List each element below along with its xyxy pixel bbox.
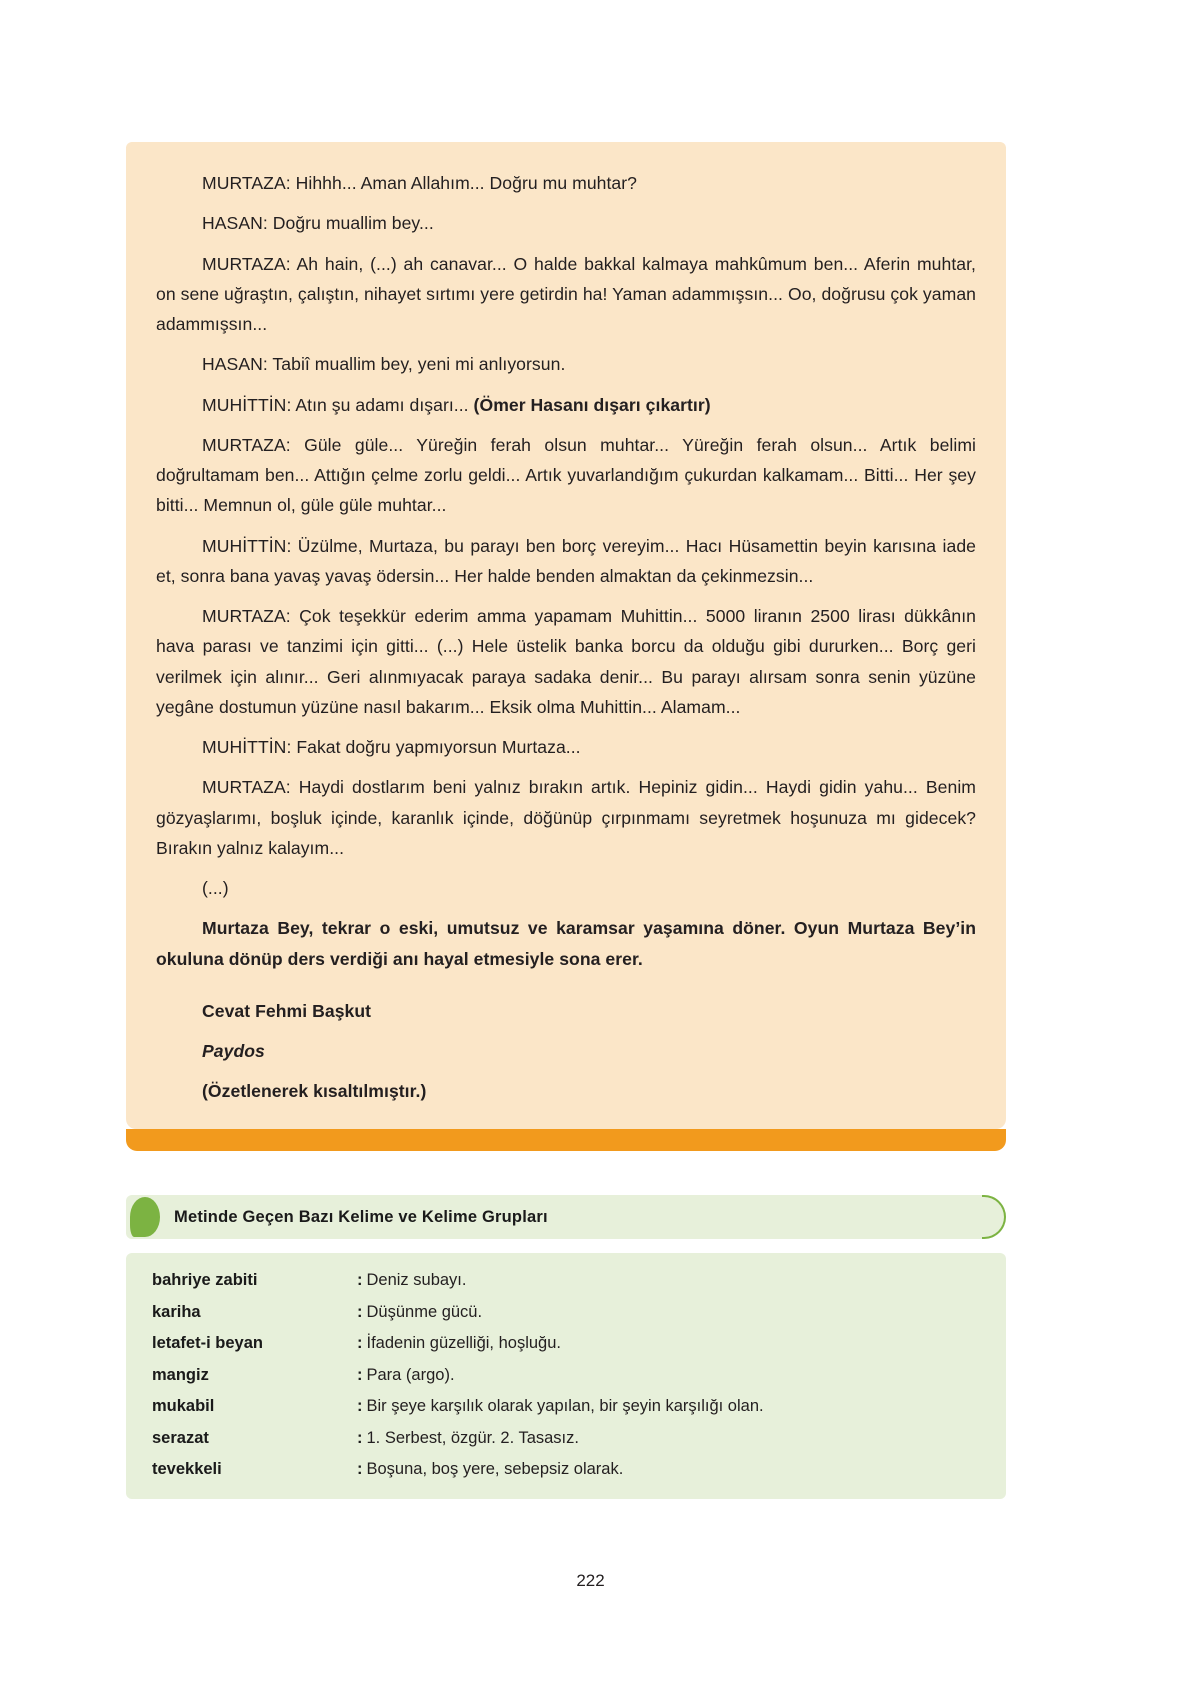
vocab-term: serazat <box>152 1428 209 1447</box>
vocab-colon: : <box>357 1460 363 1478</box>
dialogue-text: MURTAZA: Güle güle... Yüreğin ferah olsun muhtar... Yüreğin ferah olsun... Artık belimi doğrultamam ben... Attığın çelme zorlu geldi... Artık yuvarlandığım çukurdan kalkamam... Bitti... Her şey bitti... Memnun ol, güle güle muhtar... <box>156 434 976 516</box>
abridged-note: (Özetlenerek kısaltılmıştır.) <box>202 1081 427 1102</box>
vocab-definition: İfadenin güzelliği, hoşluğu. <box>366 1334 561 1352</box>
vocab-row <box>152 1271 980 1290</box>
closing-stage-note: Murtaza Bey, tekrar o eski, umutsuz ve karamsar yaşamına döner. Oyun Murtaza Bey’in okuluna dönüp ders verdiği anı hayal etmesiyle sona erer. <box>156 918 976 969</box>
dialogue-text: MUHİTTİN: Üzülme, Murtaza, bu parayı ben borç vereyim... Hacı Hüsamettin beyin karısına iade et, sonra bana yavaş yavaş ödersin... Her halde benden almaktan da çekinmezsin... <box>156 535 976 586</box>
vocab-definition: Bir şeye karşılık olarak yapılan, bir şeyin karşılığı olan. <box>366 1397 764 1415</box>
dialogue-line <box>156 601 976 722</box>
vocab-colon: : <box>357 1302 363 1321</box>
vocab-row <box>152 1460 980 1479</box>
vocab-row <box>152 1303 980 1322</box>
panel-bottom-bar <box>126 1129 1006 1151</box>
vocab-term: mangiz <box>152 1365 209 1384</box>
vocab-colon: : <box>357 1428 363 1447</box>
vocab-row <box>152 1397 980 1416</box>
dialogue-text: HASAN: Doğru muallim bey... <box>202 213 434 234</box>
dialogue-line <box>156 531 976 592</box>
dialogue-line <box>156 208 976 238</box>
dialogue-text: MURTAZA: Çok teşekkür ederim amma yapamam Muhittin... 5000 liranın 2500 lirası dükkânın hava parası ve tanzimi için gitti... (...) Hele üstelik banka borcu da olduğu gibi dururken... Borç geri verilmek için alınır... Geri alınmıyacak paraya sadaka denir... Bu parayı alırsam sonra senin yüzüne yegâne dostumun yüzüne nasıl bakarım... Eksik olma Muhittin... Alamam... <box>156 606 976 717</box>
vocab-definition: Boşuna, boş yere, sebepsiz olarak. <box>366 1460 624 1478</box>
vocab-term: letafet-i beyan <box>152 1334 263 1352</box>
dialogue-text: (...) <box>202 878 229 898</box>
vocab-section-title: Metinde Geçen Bazı Kelime ve Kelime Grupları <box>174 1207 548 1226</box>
vocab-definition: Deniz subayı. <box>366 1271 467 1289</box>
dialogue-text: MURTAZA: Hihhh... Aman Allahım... Doğru mu muhtar? <box>202 173 638 193</box>
vocab-row <box>152 1366 980 1385</box>
vocab-colon: : <box>357 1397 363 1415</box>
leaf-icon <box>130 1197 160 1237</box>
vocab-term: mukabil <box>152 1397 215 1415</box>
vocab-term: kariha <box>152 1302 201 1321</box>
vocab-term: tevekkeli <box>152 1460 222 1478</box>
vocab-row <box>152 1429 980 1448</box>
vocab-term: bahriye zabiti <box>152 1271 258 1289</box>
dialogue-line <box>156 349 976 379</box>
author-name: Cevat Fehmi Başkut <box>202 1000 372 1021</box>
dialogue-line <box>156 873 976 903</box>
dialogue-line <box>156 390 976 420</box>
vocab-section-header <box>126 1195 1006 1239</box>
vocab-colon: : <box>357 1334 363 1352</box>
vocab-definition: Düşünme gücü. <box>366 1302 483 1321</box>
stage-direction-inline: (Ömer Hasanı dışarı çıkartır) <box>473 394 711 415</box>
dialogue-line <box>156 430 976 521</box>
dialogue-text: HASAN: Tabiî muallim bey, yeni mi anlıyorsun. <box>202 354 566 375</box>
page-number: 222 <box>576 1571 605 1590</box>
spacer <box>156 984 976 996</box>
dialogue-line <box>156 772 976 863</box>
dialogue-text: MUHİTTİN: Atın şu adamı dışarı... <box>202 394 474 415</box>
dialogue-text: MURTAZA: Ah hain, (...) ah canavar... O halde bakkal kalmaya mahkûmum ben... Aferin muhtar, on sene uğraştın, çalıştın, nihayet sırtımı yere getirdin ha! Yaman adammışsın... Oo, doğrusu çok yaman adammışsın... <box>156 253 976 334</box>
vocabulary-list <box>126 1253 1006 1499</box>
dialogue-line <box>156 249 976 340</box>
vocab-colon: : <box>357 1271 363 1289</box>
dialogue-text: MUHİTTİN: Fakat doğru yapmıyorsun Murtaza... <box>202 737 581 757</box>
dialogue-line <box>156 168 976 198</box>
vocab-definition: 1. Serbest, özgür. 2. Tasasız. <box>366 1428 579 1447</box>
reading-text-panel <box>126 142 1006 1129</box>
vocab-definition: Para (argo). <box>366 1365 455 1384</box>
dialogue-text: MURTAZA: Haydi dostlarım beni yalnız bırakın artık. Hepiniz gidin... Haydi gidin yahu... Benim gözyaşlarımı, boşluk içinde, karanlık içinde, döğünüp çırpınmamı seyretmek hoşunuza mı gidecek? Bırakın yalnız kalayım... <box>156 777 976 858</box>
vocab-row <box>152 1334 980 1353</box>
dialogue-line <box>156 732 976 762</box>
work-title: Paydos <box>202 1041 265 1061</box>
vocab-colon: : <box>357 1365 363 1384</box>
